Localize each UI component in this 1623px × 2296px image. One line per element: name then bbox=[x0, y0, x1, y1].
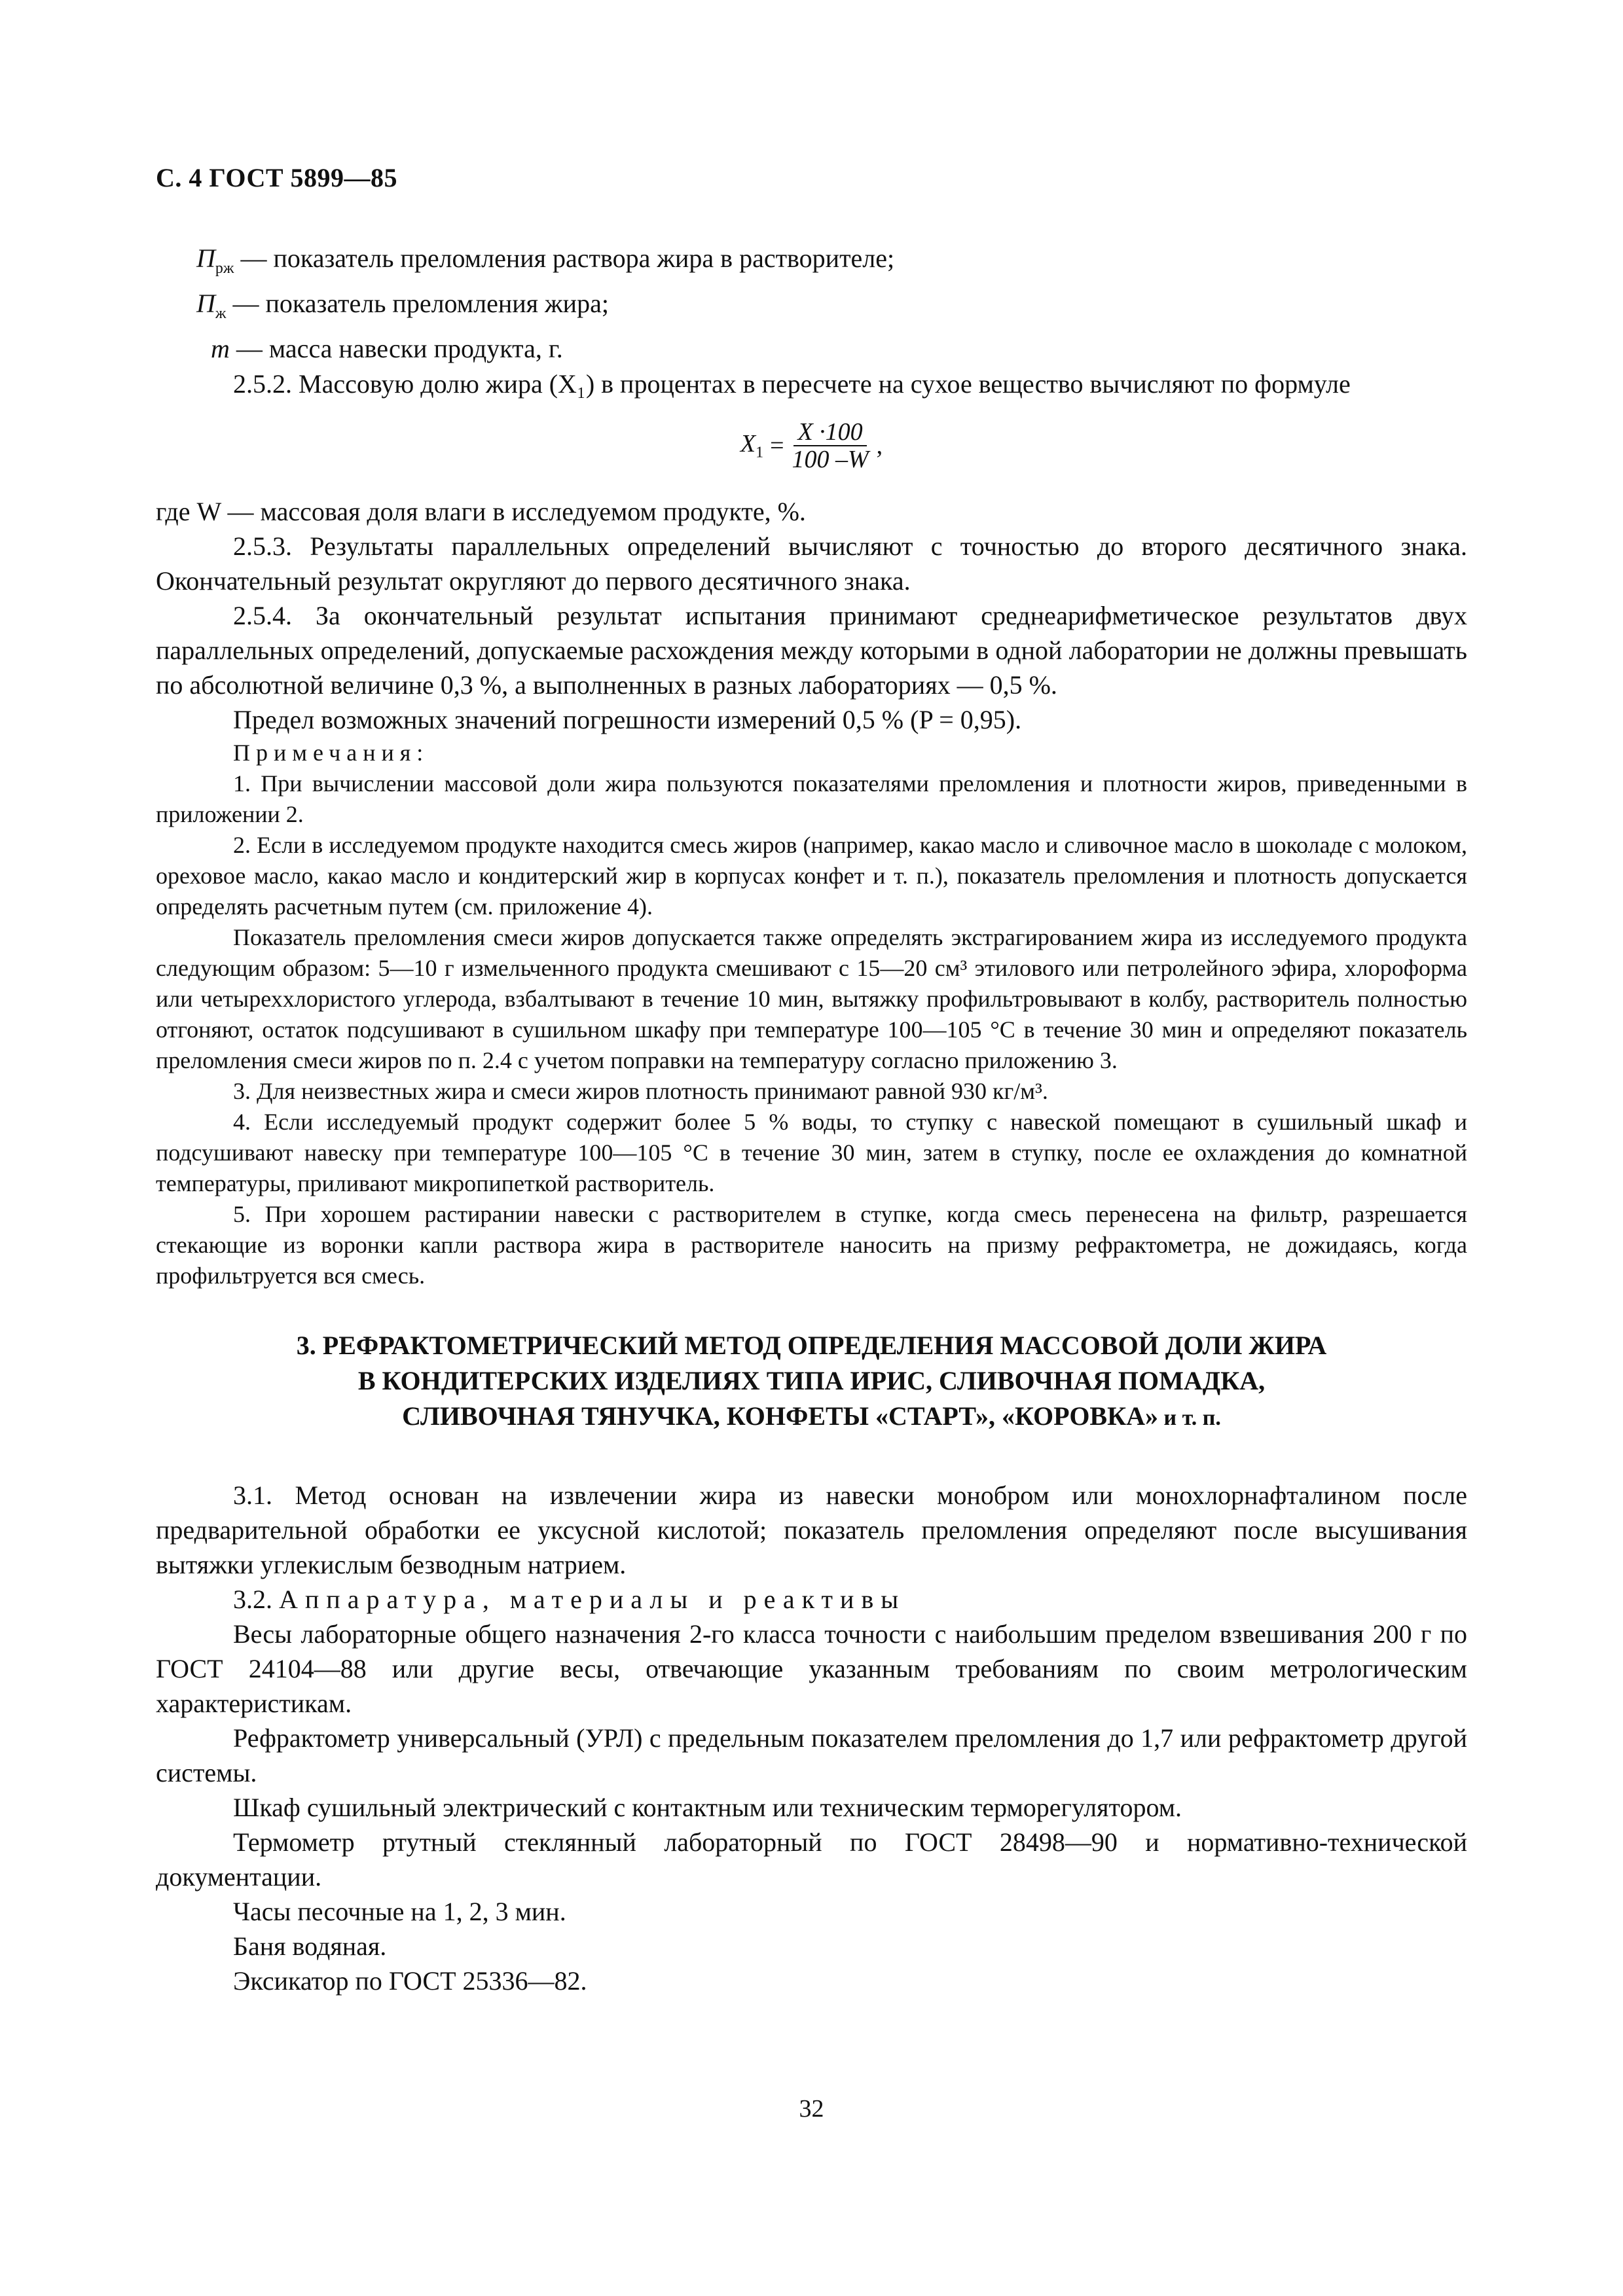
note-item: 5. При хорошем растирании навески с растворителем в ступке, когда смесь перенесена на фильтр, разрешается стекающие из воронки капли раствора жира в растворителе наносить на призму рефрактометра, не дожидаясь, когда профильтруется вся смесь. bbox=[156, 1201, 1467, 1289]
paragraph-2-5-2: 2.5.2. Массовую долю жира (X₁) в процентах в пересчете на сухое вещество вычисляют по формуле bbox=[233, 369, 1351, 399]
definition-text: — показатель преломления жира; bbox=[226, 289, 609, 318]
section-heading-text: СЛИВОЧНАЯ ТЯНУЧКА, КОНФЕТЫ «СТАРТ», «КОРОВКА» bbox=[402, 1401, 1159, 1431]
page-number: 32 bbox=[799, 2095, 824, 2123]
note-item: 3. Для неизвестных жира и смеси жиров плотность принимают равной 930 кг/м³. bbox=[233, 1078, 1048, 1104]
notes-title: Примечания: bbox=[233, 740, 429, 766]
formula-fraction bbox=[788, 419, 873, 473]
paragraph-bath: Баня водяная. bbox=[233, 1931, 387, 1961]
definition-text: — масса навески продукта, г. bbox=[229, 334, 563, 363]
paragraph-3-2-number: 3.2. bbox=[233, 1585, 279, 1614]
definition-item bbox=[156, 286, 1467, 331]
paragraph-3-2-title: Аппаратура, материалы и реактивы bbox=[279, 1585, 906, 1614]
formula-lhs-subscript: 1 bbox=[756, 444, 764, 461]
paragraph-scales: Весы лабораторные общего назначения 2-го класса точности с наибольшим пределом взвешивания 200 г по ГОСТ 24104—88 или другие весы, отвечающие указанным требованиям по своим метрологическим характеристикам. bbox=[156, 1619, 1467, 1718]
definition-item bbox=[156, 331, 1467, 367]
section-3-heading bbox=[156, 1328, 1467, 1436]
paragraph-where: где W — массовая доля влаги в исследуемом продукте, %. bbox=[156, 497, 806, 526]
formula-lhs-symbol: X bbox=[740, 430, 756, 458]
paragraph-desiccator: Эксикатор по ГОСТ 25336—82. bbox=[233, 1966, 587, 1996]
definition-symbol: П bbox=[196, 289, 215, 318]
paragraph-oven: Шкаф сушильный электрический с контактным или техническим терморегулятором. bbox=[233, 1793, 1182, 1822]
definition-subscript: ж bbox=[215, 305, 227, 322]
paragraph-refractometer: Рефрактометр универсальный (УРЛ) с предельным показателем преломления до 1,7 или рефрактометр другой системы. bbox=[156, 1723, 1467, 1787]
symbol-definitions bbox=[156, 241, 1467, 367]
paragraph-3-2 bbox=[156, 1582, 1467, 1617]
formula-denominator: 100 –W bbox=[792, 446, 869, 473]
section-heading-line: В КОНДИТЕРСКИХ ИЗДЕЛИЯХ ТИПА ИРИС, СЛИВОЧНАЯ ПОМАДКА, bbox=[357, 1366, 1266, 1395]
note-item: Показатель преломления смеси жиров допускается также определять экстрагированием жира из исследуемого продукта следующим образом: 5—10 г измельченного продукта смешивают с 15—20 см³ этилового или петролейного эфира, хлороформа или четыреххлористого углерода, взбалтывают в течение 10 мин, вытяжку профильтровывают в колбу, растворитель полностью отгоняют, остаток подсушивают в сушильном шкафу при температуре 100—105 °С в течение 30 мин и определяют показатель преломления смеси жиров по п. 2.4 с учетом поправки на температуру согласно приложению 3. bbox=[156, 924, 1467, 1073]
note-item: 1. При вычислении массовой доли жира пользуются показателями преломления и плотности жиров, приведенными в приложении 2. bbox=[156, 770, 1467, 827]
section-heading-line: 3. РЕФРАКТОМЕТРИЧЕСКИЙ МЕТОД ОПРЕДЕЛЕНИЯ МАССОВОЙ ДОЛИ ЖИРА bbox=[296, 1331, 1327, 1360]
definition-symbol: П bbox=[196, 243, 215, 273]
section-heading-line bbox=[156, 1399, 1467, 1436]
paragraph-thermometer: Термометр ртутный стеклянный лабораторный по ГОСТ 28498—90 и нормативно-технической документации. bbox=[156, 1827, 1467, 1892]
document-body bbox=[156, 241, 1467, 1998]
formula bbox=[156, 405, 1467, 486]
paragraph-3-1: 3.1. Метод основан на извлечении жира из навески монобром или монохлорнафталином после предварительной обработки ее уксусной кислотой; показатель преломления определяют после высушивания вытяжки углекислым безводным натрием. bbox=[156, 1480, 1467, 1579]
definition-subscript: рж bbox=[215, 260, 234, 277]
paragraph-2-5-4: 2.5.4. За окончательный результат испытания принимают среднеарифметическое результатов двух параллельных определений, допускаемые расхождения между которыми в одной лаборатории не должны превышать по абсолютной величине 0,3 %, а выполненных в разных лабораториях — 0,5 %. bbox=[156, 601, 1467, 700]
section-heading-tail: и т. п. bbox=[1158, 1406, 1221, 1430]
formula-equals: = bbox=[770, 432, 784, 459]
formula-lhs bbox=[740, 429, 763, 462]
definition-item bbox=[156, 241, 1467, 286]
page-header: С. 4 ГОСТ 5899—85 bbox=[156, 163, 398, 192]
paragraph-hourglass: Часы песочные на 1, 2, 3 мин. bbox=[233, 1897, 566, 1926]
paragraph-error-limit: Предел возможных значений погрешности измерений 0,5 % (P = 0,95). bbox=[233, 705, 1022, 734]
formula-numerator: X ·100 bbox=[793, 419, 866, 446]
definition-symbol: m bbox=[211, 334, 230, 363]
note-item: 4. Если исследуемый продукт содержит более 5 % воды, то ступку с навеской помещают в сушильный шкаф и подсушивают навеску при температуре 100—105 °С в течение 30 мин, затем в ступку, после ее охлаждения до комнатной температуры, приливают микропипеткой растворитель. bbox=[156, 1109, 1467, 1196]
note-item: 2. Если в исследуемом продукте находится смесь жиров (например, какао масло и сливочное масло в шоколаде с молоком, ореховое масло, какао масло и кондитерский жир в корпусах конфет и т. п.), показатель преломления и плотность допускается определять расчетным путем (см. приложение 4). bbox=[156, 832, 1467, 920]
paragraph-2-5-3: 2.5.3. Результаты параллельных определений вычисляют с точностью до второго десятичного знака. Окончательный результат округляют до первого десятичного знака. bbox=[156, 531, 1467, 596]
formula-comma: , bbox=[876, 432, 883, 459]
definition-text: — показатель преломления раствора жира в растворителе; bbox=[234, 243, 895, 273]
